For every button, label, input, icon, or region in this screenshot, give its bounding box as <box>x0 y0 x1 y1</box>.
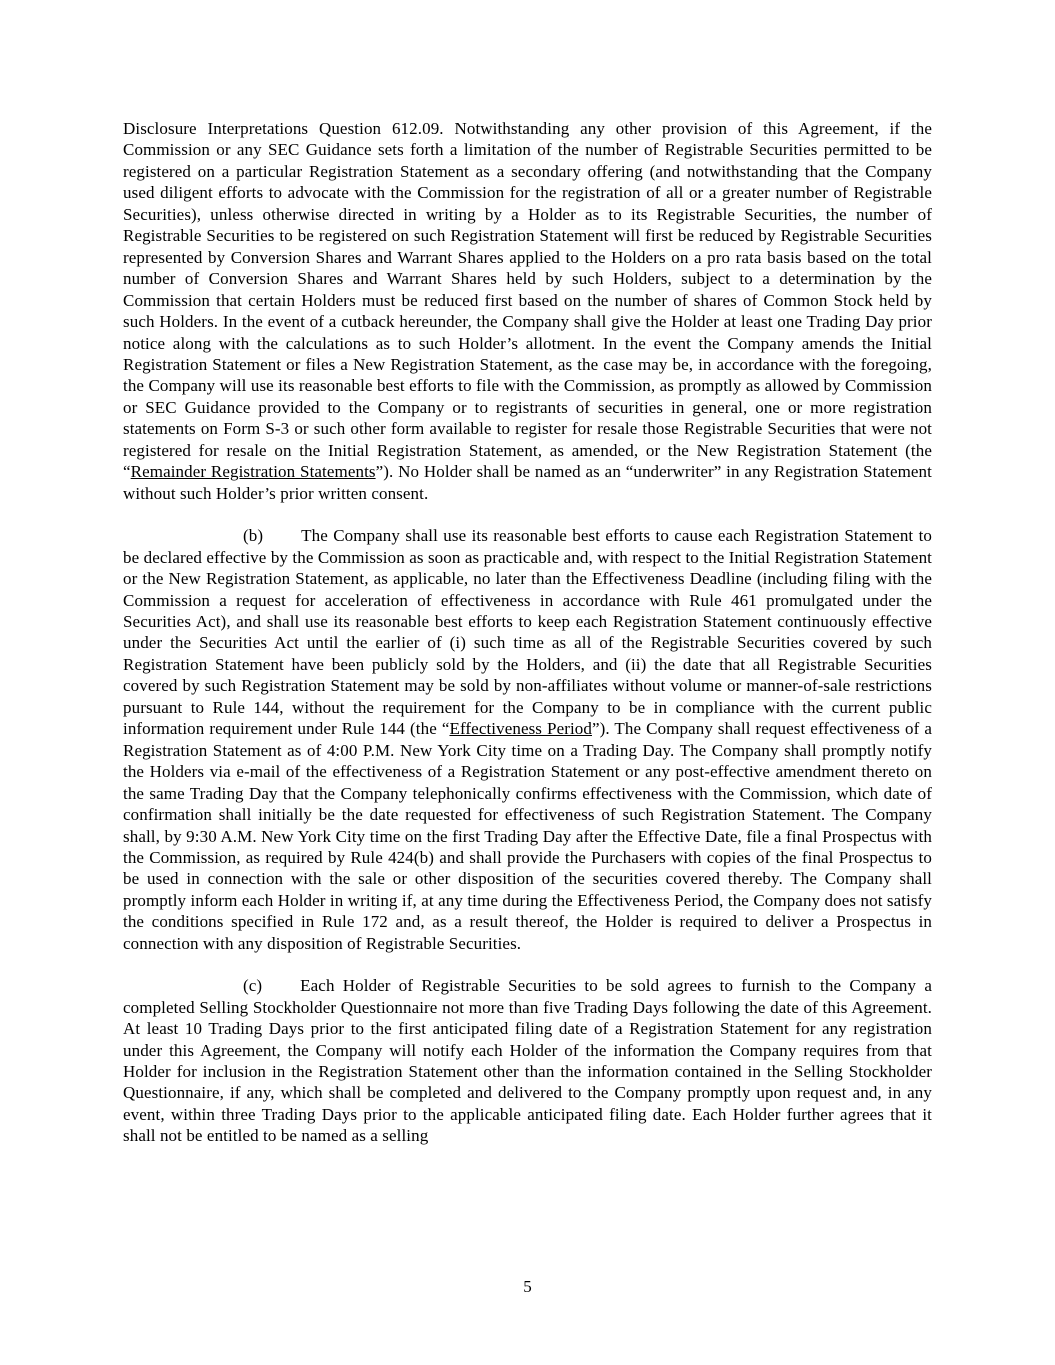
page-footer <box>0 1276 1055 1297</box>
text-run: (c) <box>243 976 263 996</box>
page-number: 5 <box>523 1277 532 1296</box>
text-run: Each Holder of Registrable Securities to be sold agrees to furnish to the Company a completed Selling Stockholder Questionnaire not more than five Trading Days following the date of this Agreement. At least 10 Trading Days prior to the first anticipated filing date of a Registration Statement for any registration under this Agreement, the Company will notify each Holder of the information the Company requires from that Holder for inclusion in the Registration Statement other than the information contained in the Selling Stockholder Questionnaire, if any, which shall be completed and delivered to the Company promptly upon request and, in any event, within three Trading Days prior to the applicable anticipated filing date. Each Holder further agrees that it shall not be entitled to be named as a selling <box>123 976 932 1146</box>
text-run: ”). No Holder shall be named as an “underwriter” in any Registration Statement without such Holder’s prior written consent. <box>123 462 932 503</box>
paragraph-section-a-continuation <box>123 118 932 504</box>
text-run: The Company shall use its reasonable best efforts to cause each Registration Statement to be declared effective by the Commission as soon as practicable and, with respect to the Initial Registration Statement or the New Registration Statement, as applicable, no later than the Effectiveness Deadline (including filing with the Commission a request for acceleration of effectiveness in accordance with Rule 461 promulgated under the Securities Act), and shall use its reasonable best efforts to keep each Registration Statement continuously effective under the Securities Act until the earlier of (i) such time as all of the Registrable Securities covered by such Registration Statement have been publicly sold by the Holders, and (ii) the date that all Registrable Securities covered by such Registration Statement may be sold by non-affiliates without volume or manner-of-sale restrictions pursuant to Rule 144, without the requirement for the Company to be in compliance with the current public information requirement under Rule 144 (the “ <box>123 526 932 739</box>
paragraph-section-c <box>123 975 932 1147</box>
document-body <box>123 118 932 1147</box>
text-run: Disclosure Interpretations Question 612.09. Notwithstanding any other provision of this Agreement, if the Commission or any SEC Guidance sets forth a limitation of the number of Registrable Securities permitted to be registered on a particular Registration Statement as a secondary offering (and notwithstanding that the Company used diligent efforts to advocate with the Commission for the registration of all or a greater number of Registrable Securities), unless otherwise directed in writing by a Holder as to its Registrable Securities, the number of Registrable Securities to be registered on such Registration Statement will first be reduced by Registrable Securities represented by Conversion Shares and Warrant Shares applied to the Holders on a pro rata basis based on the total number of Conversion Shares and Warrant Shares held by such Holders, subject to a determination by the Commission that certain Holders must be reduced first based on the number of shares of Common Stock held by such Holders. In the event of a cutback hereunder, the Company shall give the Holder at least one Trading Day prior notice along with the calculations as to such Holder’s allotment. In the event the Company amends the Initial Registration Statement or files a New Registration Statement, as the case may be, in accordance with the foregoing, the Company will use its reasonable best efforts to file with the Commission, as promptly as allowed by Commission or SEC Guidance provided to the Company or to registrants of securities in general, one or more registration statements on Form S-3 or such other form available to register for resale those Registrable Securities that were not registered for resale on the Initial Registration Statement, as amended, or the New Registration Statement (the “ <box>123 119 932 482</box>
paragraph-section-b <box>123 525 932 954</box>
defined-term-underlined: Effectiveness Period <box>449 719 592 739</box>
defined-term-underlined: Remainder Registration Statements <box>130 462 376 482</box>
text-run: ”). The Company shall request effectiveness of a Registration Statement as of 4:00 P.M. New York City time on a Trading Day. The Company shall promptly notify the Holders via e-mail of the effectiveness of a Registration Statement or any post-effective amendment thereto on the same Trading Day that the Company telephonically confirms effectiveness with the Commission, which date of confirmation shall initially be the date requested for effectiveness of such Registration Statement. The Company shall, by 9:30 A.M. New York City time on the first Trading Day after the Effective Date, file a final Prospectus with the Commission, as required by Rule 424(b) and shall provide the Purchasers with copies of the final Prospectus to be used in connection with the sale or other disposition of the securities covered thereby. The Company shall promptly inform each Holder in writing if, at any time during the Effectiveness Period, the Company does not satisfy the conditions specified in Rule 172 and, as a result thereof, the Holder is required to deliver a Prospectus in connection with any disposition of Registrable Securities. <box>123 719 932 953</box>
text-run: (b) <box>243 526 264 546</box>
